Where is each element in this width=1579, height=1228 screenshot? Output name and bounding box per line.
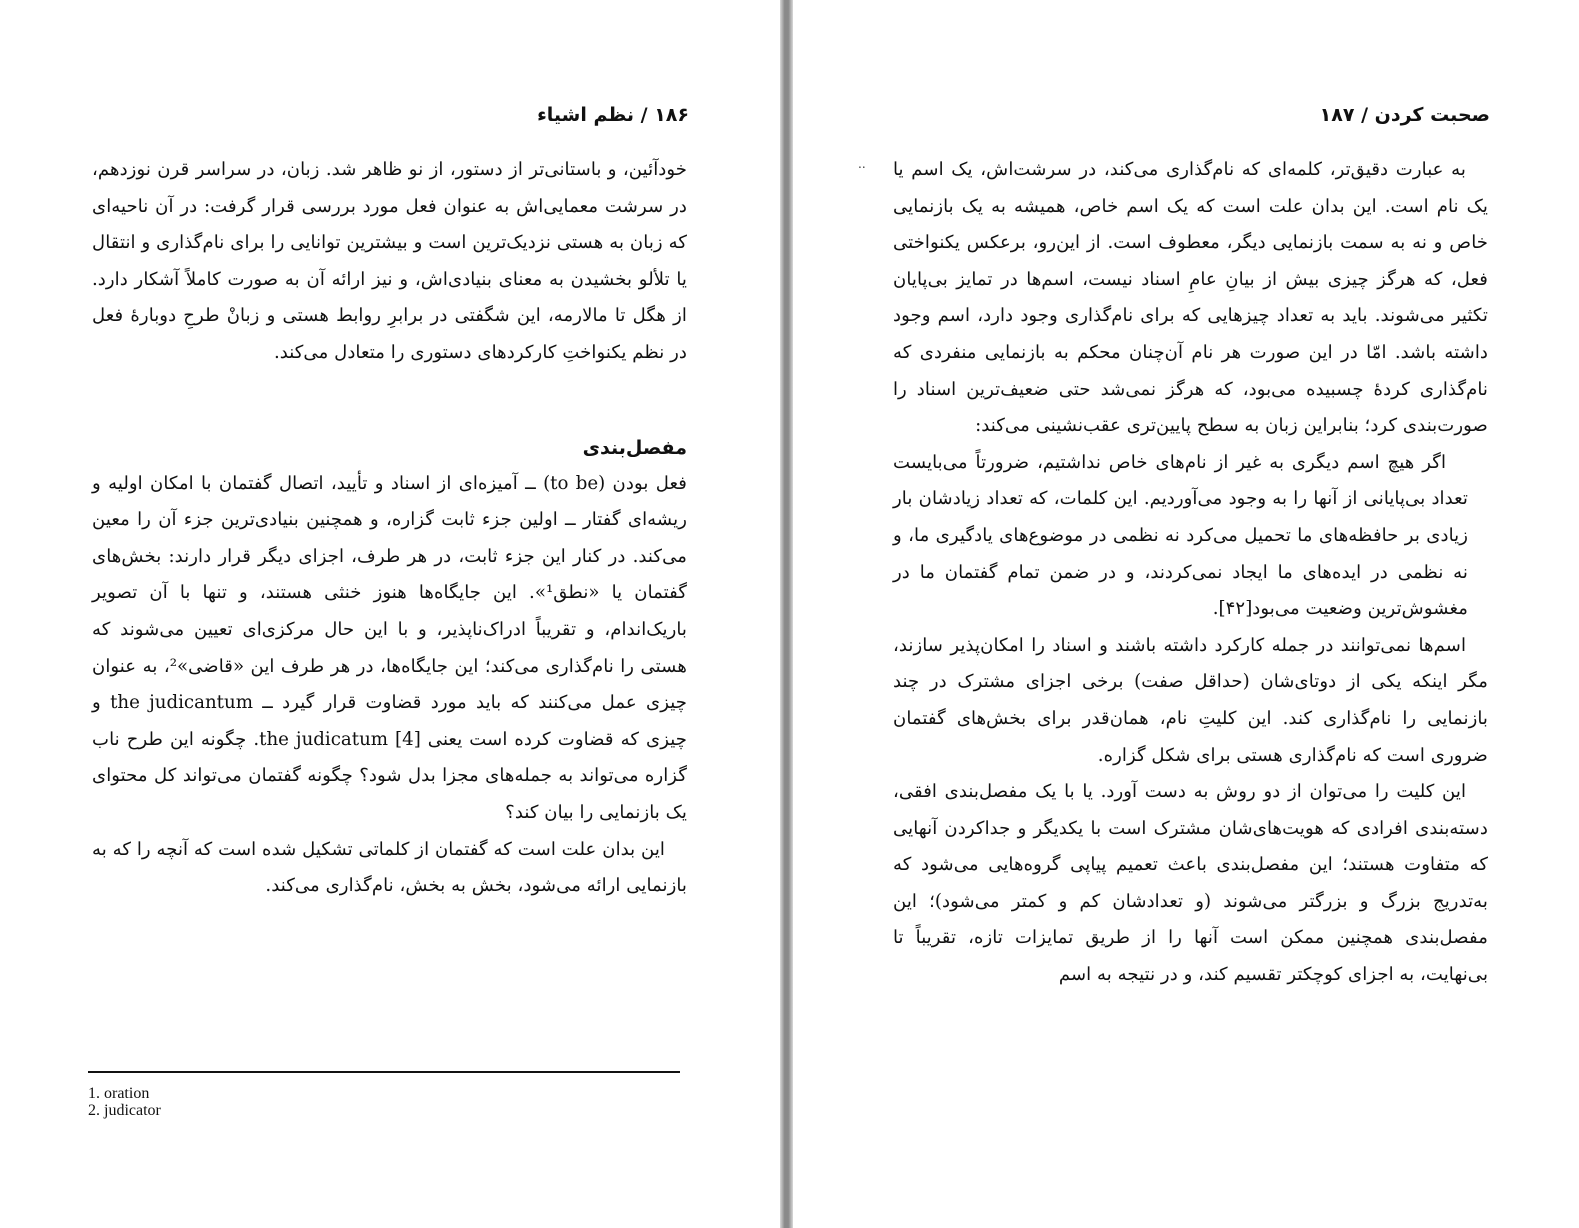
footnote: 2. judicator	[88, 1102, 161, 1119]
footnote-rule	[88, 1071, 680, 1073]
paragraph: اسم‌ها نمی‌توانند در جمله کارکرد داشته باشند و اسناد را امکان‌پذیر سازند، مگر اینکه یکی از دوتای‌شان (حداقل صفت) برخی اجزای مشترک در چند بازنمایی را نام‌گذاری کند. این کلیتِ نام، همان‌قدر برای بخش‌های گفتمان ضروری است که نام‌گذاری هستی برای شکل گزاره.	[893, 634, 1488, 766]
block-quote: اگر هیچ اسم دیگری به غیر از نام‌های خاص نداشتیم، ضرورتاً می‌بایست تعداد بی‌پایانی از آنها را به وجود می‌آوردیم. این کلمات، که تعداد زیادشان بار زیادی بر حافظه‌های ما تحمیل می‌کرد نه نظمی در موضوع‌های یادگیری ما، و نه نظمی در ایده‌های ما ایجاد نمی‌کردند، و در ضمن تمام گفتمان ما در مغشوش‌ترین وضعیت می‌بود[۴۲].	[893, 451, 1468, 620]
right-page	[793, 0, 1579, 1228]
page-number-title: صحبت کردن / ۱۸۷	[1312, 104, 1490, 126]
left-page	[0, 0, 780, 1228]
paragraph: خودآئین، و باستانی‌تر از دستور، از نو ظاهر شد. زبان، در سراسر قرن نوزدهم، در سرشت معمایی‌اش به عنوان فعل مورد بررسی قرار گرفت: در آن ناحیه‌ای که زبان به هستی نزدیک‌ترین است و بیشترین توانایی را برای نام‌گذاری و انتقال یا تلألو بخشیدن به معنای بنیادی‌اش، و نیز ارائه آن به صورت کاملاً آشکار دارد. از هگل تا مالارمه، این شگفتی در برابرِ روابط هستی و زبانْ طرحِ دوبارهٔ فعل در نظم یکنواختِ کارکردهای دستوری را متعادل می‌کند.	[92, 159, 687, 363]
paragraph: فعل بودن (to be) ــ آمیزه‌ای از اسناد و تأیید، اتصال گفتمان با امکان اولیه و ریشه‌ای گفتار ــ اولین جزء ثابت گزاره، و همچنین بنیادی‌ترین جزء آن را معین می‌کند. در کنار این جزء ثابت، در هر طرف، اجزای دیگر قرار دارند: بخش‌های گفتمان یا «نطق¹». این جایگاه‌ها هنوز خنثی هستند، و تنها با آن تصویر باریک‌اندام، و تقریباً ادراک‌ناپذیر، و با این حال مرکزی‌ای تعیین می‌شوند که هستی را نام‌گذاری می‌کند؛ این جایگاه‌ها، در هر طرف این «قاضی»²، به عنوان چیزی عمل می‌کنند که باید مورد قضاوت قرار گیرد ــ the judicantum و چیزی که قضاوت کرده است یعنی the judicatum [4]. چگونه این طرح ناب گزاره می‌تواند به جمله‌های مجزا بدل شود؟ چگونه گفتمان می‌تواند کل محتوای یک بازنمایی را بیان کند؟	[92, 472, 687, 823]
paragraph: این بدان علت است که گفتمان از کلماتی تشکیل شده است که آنچه را که به بازنمایی ارائه می‌شود، بخش به بخش، نام‌گذاری می‌کند.	[92, 838, 687, 897]
book-gutter	[780, 0, 793, 1228]
page-number-title: ۱۸۶ / نظم اشیاء	[529, 104, 689, 126]
page-body	[92, 152, 687, 905]
footnotes	[88, 1085, 161, 1119]
margin-marks: ..	[858, 157, 866, 171]
page-body	[893, 152, 1488, 994]
section-heading: مفصل‌بندی	[582, 436, 687, 459]
page-header	[895, 104, 1490, 134]
paragraph: این کلیت را می‌توان از دو روش به دست آورد. یا با یک مفصل‌بندی افقی، دسته‌بندی افرادی که هویت‌های‌شان مشترک است با یکدیگر و جداکردن آنهایی که متفاوت هستند؛ این مفصل‌بندی باعث تعمیم پیاپی گروه‌هایی می‌شود که به‌تدریج بزرگ و بزرگتر می‌شوند (و تعدادشان کم و کمتر می‌شود)؛ این مفصل‌بندی همچنین ممکن است آنها را از طریق تمایزات تازه، تقریباً تا بی‌نهایت، به اجزای کوچکتر تقسیم کند، و در نتیجه به اسم	[893, 781, 1488, 986]
paragraph: به عبارت دقیق‌تر، کلمه‌ای که نام‌گذاری می‌کند، در سرشت‌اش، یک اسم یا یک نام است. این بدان علت است که یک اسم خاص، همیشه به یک بازنمایی خاص و نه به سمت بازنمایی دیگر، معطوف است. از این‌رو، برعکس یکنواختی فعل، که هرگز چیزی بیش از بیانِ عامِ اسناد نیست، اسم‌ها در تمایز بی‌پایان تکثیر می‌شوند. باید به تعداد چیزهایی که برای نام‌گذاری وجود دارد، اسم وجود داشته باشد. امّا در این صورت هر نام آن‌چنان محکم به بازنمایی منفردی که نام‌گذاری کردهٔ چسبیده می‌بود، که هرگز نمی‌شد حتی ضعیف‌ترین اسناد را صورت‌بندی کرد؛ بنابراین زبان به سطح پایین‌تری عقب‌نشینی می‌کند:	[893, 159, 1488, 437]
footnote: 1. oration	[88, 1085, 150, 1102]
page-header	[94, 104, 689, 134]
